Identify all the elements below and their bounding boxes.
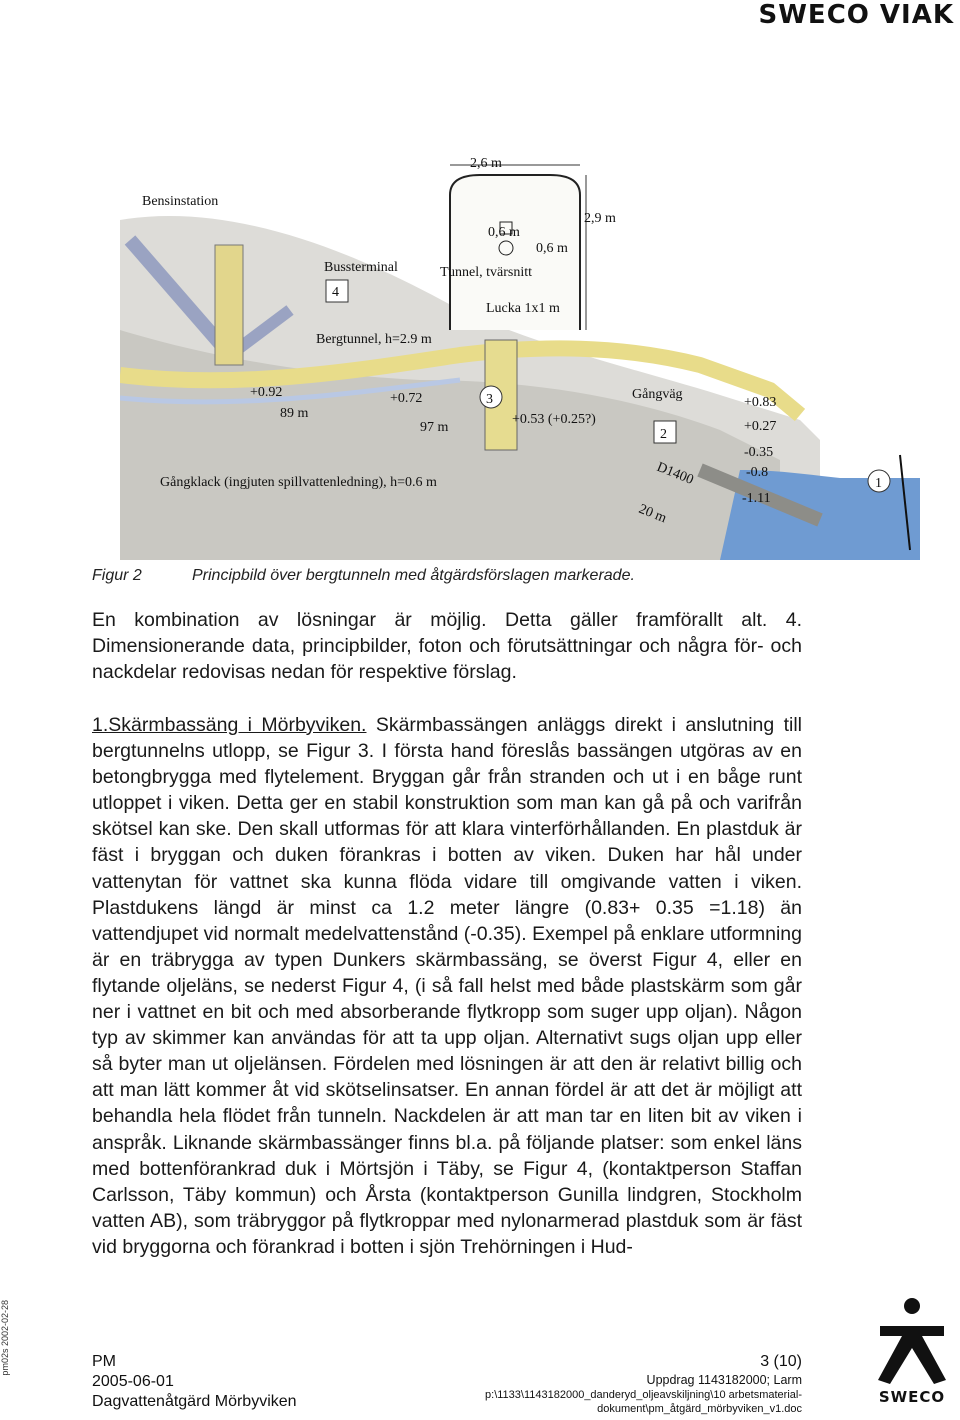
- order-number: Uppdrag 1143182000; Larm: [646, 1373, 802, 1387]
- label-dist3: 20 m: [636, 501, 669, 527]
- page-number: 3 (10): [760, 1353, 802, 1370]
- label-lvl1: +0.92: [250, 385, 283, 400]
- footer-title: Dagvattenåtgärd Mörbyviken: [92, 1393, 297, 1410]
- sweco-logo-text: SWECO: [878, 1388, 946, 1406]
- level-w4: -0.8: [746, 465, 769, 480]
- label-bergtunnel: Bergtunnel, h=2.9 m: [316, 332, 432, 347]
- marker-4: 4: [332, 285, 339, 300]
- caption-number: Figur 2: [92, 567, 142, 584]
- label-gangvag: Gångväg: [632, 387, 683, 402]
- section-content: [92, 712, 802, 1260]
- tunnel-sketch: [120, 140, 920, 560]
- label-pipe: D1400: [654, 459, 696, 488]
- intro-paragraph: [92, 607, 802, 685]
- figure-caption: [92, 567, 635, 585]
- document-code: [0, 1300, 12, 1420]
- label-width: 2,6 m: [470, 156, 502, 171]
- level-w3: -0.35: [744, 445, 774, 460]
- section-paragraph: [92, 712, 802, 1260]
- level-w5: -1.11: [742, 491, 771, 506]
- footer-date: 2005-06-01: [92, 1373, 174, 1390]
- sweco-figure-icon: [872, 1296, 952, 1388]
- footer-author: PM: [92, 1353, 116, 1370]
- file-path-1: p:\1133\1143182000_danderyd_oljeavskiljning\10 arbetsmaterial-: [485, 1389, 802, 1401]
- shaft-4: [215, 245, 243, 365]
- label-gangklack: Gångklack (ingjuten spillvattenledning), h=0.6 m: [160, 475, 437, 490]
- section-heading: 1.Skärmbassäng i Mörbyviken.: [92, 714, 367, 736]
- caption-text: Principbild över bergtunneln med åtgärdsförslagen markerade.: [192, 567, 635, 584]
- marker-1: 1: [875, 476, 882, 491]
- label-bensinstation: Bensinstation: [142, 194, 219, 209]
- label-dim1: 0,6 m: [488, 225, 520, 240]
- label-hatch: Lucka 1x1 m: [486, 301, 560, 316]
- label-dist2: 97 m: [420, 420, 449, 435]
- sweco-logo: [872, 1296, 952, 1406]
- label-lvl2: +0.72: [390, 391, 423, 406]
- label-bussterminal: Bussterminal: [324, 260, 398, 275]
- footer-left: [92, 1352, 297, 1412]
- file-path-2: dokument\pm_åtgärd_mörbyviken_v1.doc: [597, 1403, 802, 1415]
- intro-text: En kombination av lösningar är möjlig. Detta gäller framförallt alt. 4. Dimensionerande data, principbilder, foton och förutsättningar och några för- och nackdelar redovisas nedan för respektive förslag.: [92, 609, 802, 684]
- document-code-text: pm02s 2002-02-28: [0, 1300, 10, 1376]
- label-lvl3: +0.53 (+0.25?): [512, 412, 596, 427]
- footer-right: [485, 1352, 802, 1416]
- section-body: Skärmbassängen anläggs direkt i anslutning till bergtunnelns utlopp, se Figur 3. I första hand föreslås bassängen utgöras av en betongbrygga med flytelement. Bryggan går från stranden och ut i en båge runt utloppet i viken. Detta ger en stabil konstruktion som man kan gå på och varifrån skötsel kan ske. Den skall utformas för att klara vinterförhållanden. En plastduk är fäst i bryggan och duken förankras i botten av viken. Duken har hål under vattenytan för vattnet ska kunna flöda vidare till omgivande vatten i viken. Plastdukens längd är minst ca 1.2 meter längre (0.83+ 0.35 =1.18) än vattendjupet vid normalt medelvattenstånd (-0.35). Exempel på enklare utformning är en träbrygga av typen Dunkers skärmbassäng, se överst Figur 4, eller en flytande oljeläns, se nederst Figur 4, (i så fall helst med både plastskärm som går ner i vattnet en bit och med absorberande flytkropp som suger upp oljan). Någon typ av skimmer kan användas för att ta upp oljan. Alternativt sugs oljan upp eller så byter man ut oljelänsen. Fördelen med lösningen är att den är relativt billig och att man lätt kommer åt vid skötselinsatser. En annan fördel är att det är möjligt att behandla hela flödet från tunneln. Nackdelen är att man tar en liten bit av viken i anspråk. Liknande skärmbassänger finns bl.a. på följande platser: som enkel läns med bottenförankrad duk i Mörtsjön i Täby, se Figur 4, (kontaktperson Staffan Carlsson, Täby kommun) och Årsta (kontaktperson Gunilla lindgren, Stockholm vatten AB), som träbryggor på flytkroppar med nylonarmerad plastduk som är fäst vid bryggorna och förankrad i botten i sjön Trehörningen i Hud-: [92, 714, 802, 1258]
- label-tunnel-section: Tunnel, tvärsnitt: [440, 265, 533, 280]
- marker-3: 3: [486, 392, 493, 407]
- marker-2: 2: [660, 427, 667, 442]
- label-dist1: 89 m: [280, 406, 309, 421]
- level-w1: +0.83: [744, 395, 777, 410]
- level-w2: +0.27: [744, 419, 777, 434]
- label-height: 2,9 m: [584, 211, 616, 226]
- tunnel-figure: [120, 140, 920, 560]
- brand-wordmark: SWECO VIAK: [758, 0, 954, 30]
- label-dim2: 0,6 m: [536, 241, 568, 256]
